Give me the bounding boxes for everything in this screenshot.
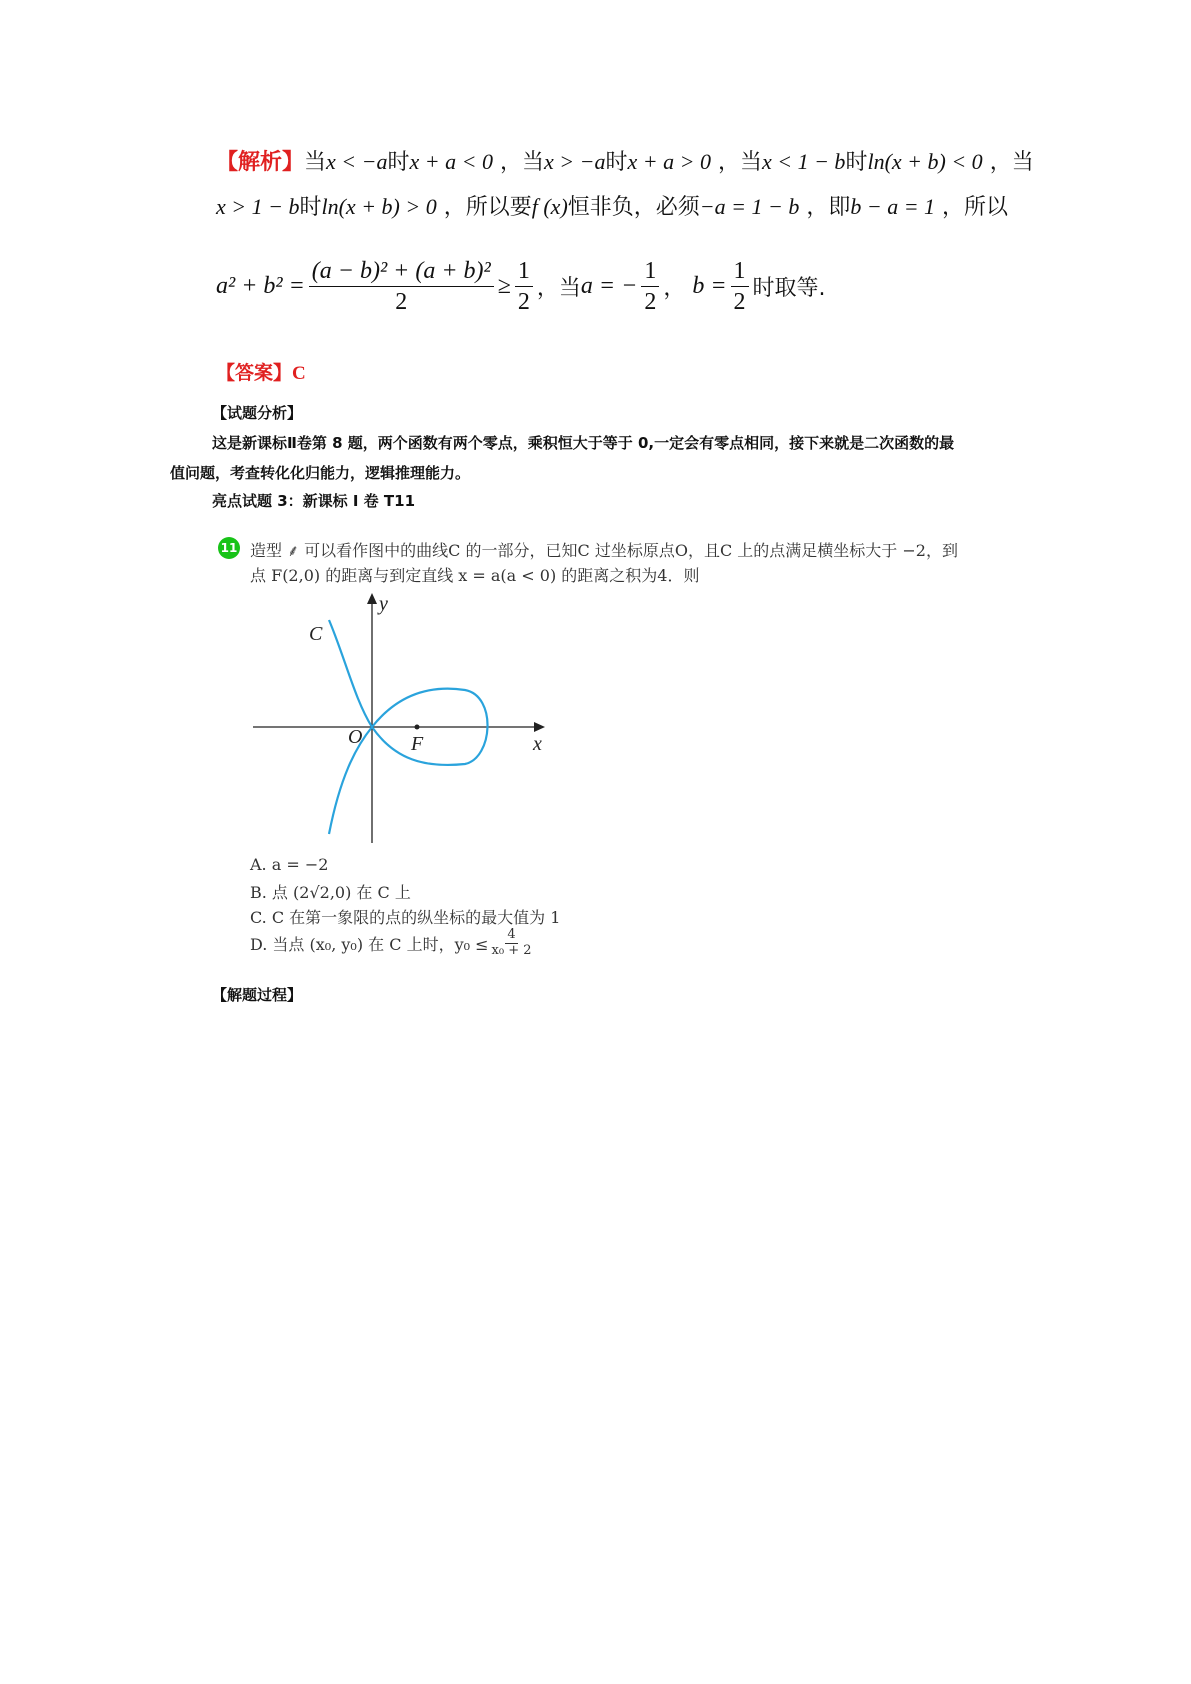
text: 时 (387, 150, 410, 175)
option-b: B. 点 (2√2,0) 在 C 上 (250, 883, 411, 902)
answer-line (216, 358, 306, 385)
analysis-line-3 (216, 258, 826, 316)
solution-heading: 【解题过程】 (212, 986, 303, 1004)
math-expr: ln(x + b) < 0 (867, 149, 983, 174)
text: ，所以要 (443, 195, 532, 220)
question-line-1: 造型 ⸙ 可以看作图中的曲线C 的一部分，已知C 过坐标原点O，且C 上的点满足横坐标大于 −2，到 (250, 541, 958, 560)
text: ，当 (717, 150, 762, 175)
fraction-numerator: 1 (641, 258, 659, 287)
fraction-denominator: 2 (733, 289, 746, 316)
math-expr: x < 1 − b (761, 149, 846, 174)
analysis-line-1 (216, 145, 1034, 176)
question-number-badge: 11 (218, 537, 240, 559)
curve-label: C (309, 623, 323, 645)
fraction (731, 258, 749, 316)
x-axis-arrow (534, 722, 545, 732)
text: 时 (605, 150, 628, 175)
fraction-denominator: 2 (517, 289, 530, 316)
option-c: C. C 在第一象限的点的纵坐标的最大值为 1 (250, 908, 561, 927)
fraction (515, 258, 533, 316)
math-expr: ln(x + b) > 0 (321, 194, 437, 219)
text: 当 (304, 150, 327, 175)
math-expr: a = − (580, 273, 638, 300)
test-analysis-paragraph-line-2: 值问题，考查转化化归能力，逻辑推理能力。 (170, 464, 471, 482)
text: 恒非负，必须 (567, 195, 700, 220)
math-expr: x > −a (544, 149, 606, 174)
fraction-denominator: x₀ + 2 (491, 942, 532, 958)
fraction (641, 258, 659, 316)
question-line-2: 点 F(2,0) 的距离与到定直线 x = a(a < 0) 的距离之积为4．则 (250, 566, 700, 585)
option-d-fraction (492, 928, 532, 959)
curve-figure (245, 588, 565, 858)
math-expr: x < −a (326, 149, 388, 174)
text: ，当 (989, 150, 1034, 175)
option-a: A. a = −2 (250, 855, 329, 874)
math-expr: −a = 1 − b (699, 194, 800, 219)
fraction-numerator: 1 (515, 258, 533, 287)
text: 时 (845, 150, 868, 175)
fraction-numerator: 4 (507, 927, 516, 942)
math-symbol: ≥ (497, 273, 511, 300)
fraction-denominator: 2 (395, 289, 408, 316)
origin-label: O (348, 726, 363, 748)
x-axis-label: x (533, 733, 542, 755)
math-expr: b − a = 1 (850, 194, 936, 219)
fraction (309, 258, 494, 316)
math-expr: a² + b² = (216, 273, 305, 300)
test-analysis-heading: 【试题分析】 (212, 404, 303, 422)
y-axis-arrow (367, 593, 377, 604)
text: ， (663, 276, 686, 302)
text: 时 (299, 195, 322, 220)
highlight-title: 亮点试题 3：新课标 I 卷 T11 (212, 492, 416, 510)
math-expr: f (x) (531, 194, 568, 219)
test-analysis-paragraph-line-1: 这是新课标Ⅱ卷第 8 题，两个函数有两个零点，乘积恒大于等于 0,一定会有零点相同，接下来就是二次函数的最 (212, 434, 955, 452)
text: ，当 (536, 276, 581, 302)
fraction-denominator: 2 (644, 289, 657, 316)
math-expr: x > 1 − b (216, 194, 300, 219)
text: 时取等. (752, 276, 826, 302)
focus-label: F (411, 733, 424, 755)
math-expr: x + a > 0 (627, 149, 711, 174)
fraction-numerator: 1 (731, 258, 749, 287)
answer-value: C (292, 363, 306, 384)
y-axis-label: y (379, 593, 388, 615)
option-d (250, 928, 532, 959)
option-d-text: D. 当点 (x₀, y₀) 在 C 上时，y₀ ≤ (250, 934, 489, 954)
math-expr: x + a < 0 (409, 149, 493, 174)
fraction-numerator: (a − b)² + (a + b)² (309, 258, 494, 287)
analysis-label: 【解析】 (216, 150, 305, 175)
analysis-line-2 (216, 190, 1008, 221)
text: ，所以 (942, 195, 1009, 220)
text: ，即 (806, 195, 851, 220)
text: ，当 (499, 150, 544, 175)
answer-label: 【答案】 (216, 362, 293, 384)
math-expr: b = (692, 273, 727, 300)
focus-point (415, 725, 420, 730)
